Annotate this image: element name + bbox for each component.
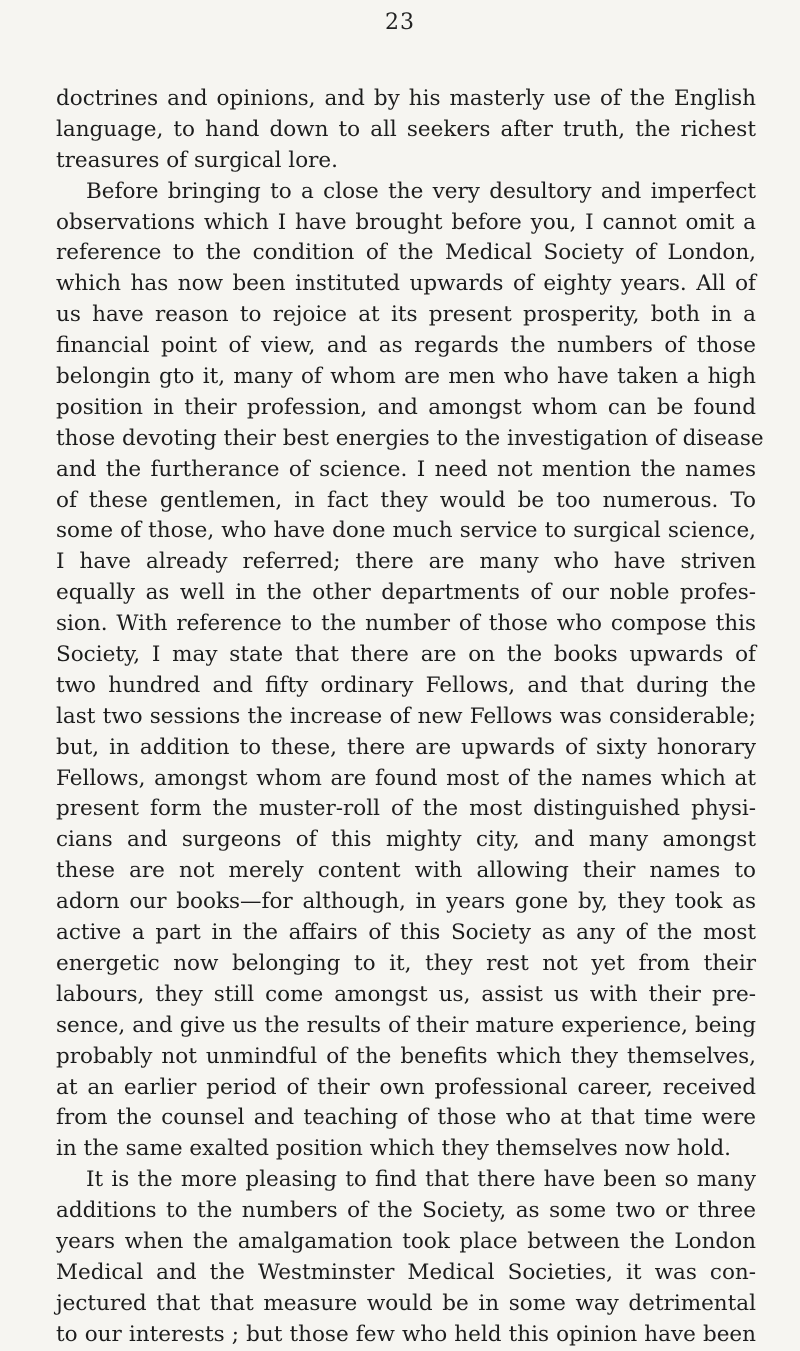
text-line: sence, and give us the results of their mature experience, being xyxy=(56,1012,756,1038)
text-line: of these gentlemen, in fact they would be too numerous. To xyxy=(56,487,756,513)
text-line: It is the more pleasing to find that there have been so many xyxy=(86,1167,756,1193)
text-line: from the counsel and teaching of those who at that time were xyxy=(56,1105,756,1131)
text-line: and the furtherance of science. I need not mention the names xyxy=(56,456,756,482)
text-line: labours, they still come amongst us, assist us with their pre- xyxy=(56,981,756,1007)
text-line: adorn our books—for although, in years gone by, they took as xyxy=(56,889,756,915)
text-line: financial point of view, and as regards the numbers of those xyxy=(56,333,756,359)
text-line: sion. With reference to the number of those who compose this xyxy=(56,611,756,637)
text-line: some of those, who have done much service to surgical science, xyxy=(56,518,756,544)
text-line: at an earlier period of their own professional career, received xyxy=(56,1074,756,1100)
text-line: Before bringing to a close the very desultory and imperfect xyxy=(86,178,756,204)
text-line: I have already referred; there are many who have striven xyxy=(56,549,756,575)
text-line: additions to the numbers of the Society, as some two or three xyxy=(56,1198,756,1224)
text-line: to our interests ; but those few who held this opinion have been xyxy=(56,1321,756,1347)
text-line: observations which I have brought before you, I cannot omit a xyxy=(56,209,756,235)
text-line: two hundred and fifty ordinary Fellows, and that during the xyxy=(56,672,756,698)
text-line: Medical and the Westminster Medical Societies, it was con- xyxy=(56,1259,756,1285)
text-line: equally as well in the other departments of our noble profes- xyxy=(56,580,756,606)
text-line: language, to hand down to all seekers after truth, the richest xyxy=(56,116,756,142)
text-line: belongin gto it, many of whom are men who have taken a high xyxy=(56,364,756,390)
body-text xyxy=(56,84,764,1351)
text-line: cians and surgeons of this mighty city, and many amongst xyxy=(56,827,756,853)
text-line: active a part in the affairs of this Society as any of the most xyxy=(56,920,756,946)
text-line: treasures of surgical lore. xyxy=(56,147,338,173)
text-line: us have reason to rejoice at its present prosperity, both in a xyxy=(56,302,756,328)
text-line: position in their profession, and amongst whom can be found xyxy=(56,394,756,420)
text-line: last two sessions the increase of new Fellows was considerable; xyxy=(56,703,756,729)
text-line: these are not merely content with allowing their names to xyxy=(56,858,756,884)
text-line: probably not unmindful of the benefits which they themselves, xyxy=(56,1043,756,1069)
text-line: those devoting their best energies to the investigation of disease xyxy=(56,425,764,451)
text-line: but, in addition to these, there are upwards of sixty honorary xyxy=(56,734,756,760)
text-line: present form the muster-roll of the most distinguished physi- xyxy=(56,796,756,822)
text-line: which has now been instituted upwards of eighty years. All of xyxy=(56,271,756,297)
text-line: reference to the condition of the Medical Society of London, xyxy=(56,240,756,266)
text-line: years when the amalgamation took place between the London xyxy=(56,1228,756,1254)
text-line: doctrines and opinions, and by his masterly use of the English xyxy=(56,86,756,111)
text-line: Society, I may state that there are on the books upwards of xyxy=(56,642,756,668)
text-line: jectured that that measure would be in some way detrimental xyxy=(56,1290,756,1316)
page-number: 23 xyxy=(385,10,415,35)
text-line: energetic now belonging to it, they rest not yet from their xyxy=(56,950,756,976)
text-line: in the same exalted position which they themselves now hold. xyxy=(56,1136,731,1162)
text-line: Fellows, amongst whom are found most of the names which at xyxy=(56,765,756,791)
